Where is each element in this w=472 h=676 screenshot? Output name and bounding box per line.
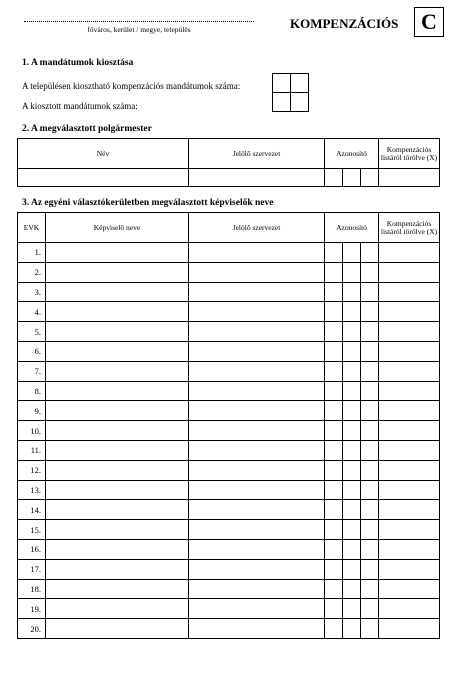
rep-id-cell[interactable] <box>343 322 361 342</box>
rep-org-cell[interactable] <box>189 381 325 401</box>
form-letter-badge: C <box>414 7 444 37</box>
rep-id-cell[interactable] <box>361 421 379 441</box>
table-row <box>18 539 440 559</box>
rep-id-cell[interactable] <box>343 520 361 540</box>
table-row <box>18 500 440 520</box>
evk-number-cell: 7. <box>18 361 46 381</box>
allocated-mandates-label: A kiosztott mandátumok száma: <box>22 101 138 111</box>
evk-header: EVK <box>18 213 46 243</box>
rep-id-cell[interactable] <box>361 262 379 282</box>
rep-id-cell[interactable] <box>343 421 361 441</box>
evk-number-cell: 10. <box>18 421 46 441</box>
rep-name-cell[interactable] <box>46 520 189 540</box>
rep-id-cell[interactable] <box>325 539 343 559</box>
rep-name-cell[interactable] <box>46 401 189 421</box>
rep-org-cell[interactable] <box>189 520 325 540</box>
table-row <box>18 341 440 361</box>
rep-org-cell[interactable] <box>189 302 325 322</box>
rep-id-cell[interactable] <box>325 559 343 579</box>
rep-id-cell[interactable] <box>325 302 343 322</box>
section1-title: 1. A mandátumok kiosztása <box>22 58 134 68</box>
table-row <box>18 421 440 441</box>
rep-id-cell[interactable] <box>325 322 343 342</box>
mayor-id-cell[interactable] <box>361 169 379 187</box>
rep-name-cell[interactable] <box>46 421 189 441</box>
mayor-org-cell[interactable] <box>189 169 325 187</box>
rep-id-cell[interactable] <box>361 243 379 263</box>
evk-number-cell: 5. <box>18 322 46 342</box>
rep-name-cell[interactable] <box>46 282 189 302</box>
form-title: KOMPENZÁCIÓS <box>290 16 399 31</box>
rep-deleted-cell[interactable] <box>379 302 440 322</box>
table-row <box>18 302 440 322</box>
table-row <box>18 262 440 282</box>
rep-id-cell[interactable] <box>325 599 343 619</box>
evk-number-cell: 18. <box>18 579 46 599</box>
rep-deleted-cell[interactable] <box>379 559 440 579</box>
evk-number-cell: 19. <box>18 599 46 619</box>
rep-id-cell[interactable] <box>361 579 379 599</box>
rep-id-cell[interactable] <box>343 539 361 559</box>
rep-deleted-header: Kompenzációs listáról törölve (X) <box>379 213 440 243</box>
rep-id-cell[interactable] <box>343 619 361 639</box>
rep-id-cell[interactable] <box>343 282 361 302</box>
rep-org-cell[interactable] <box>189 460 325 480</box>
evk-number-cell: 9. <box>18 401 46 421</box>
available-mandates-label: A településen kiosztható kompenzációs mandátumok száma: <box>22 81 241 91</box>
evk-number-cell: 11. <box>18 440 46 460</box>
rep-id-cell[interactable] <box>325 500 343 520</box>
available-mandates-digit-2[interactable] <box>290 73 309 93</box>
rep-id-cell[interactable] <box>343 579 361 599</box>
rep-id-cell[interactable] <box>343 243 361 263</box>
evk-number-cell: 17. <box>18 559 46 579</box>
rep-id-cell[interactable] <box>361 619 379 639</box>
table-row <box>18 243 440 263</box>
rep-org-header: Jelölő szervezet <box>189 213 325 243</box>
rep-org-cell[interactable] <box>189 282 325 302</box>
rep-org-cell[interactable] <box>189 401 325 421</box>
rep-id-cell[interactable] <box>361 322 379 342</box>
rep-id-cell[interactable] <box>361 520 379 540</box>
rep-id-cell[interactable] <box>343 599 361 619</box>
rep-id-cell[interactable] <box>325 282 343 302</box>
rep-deleted-cell[interactable] <box>379 579 440 599</box>
rep-id-cell[interactable] <box>343 381 361 401</box>
rep-id-cell[interactable] <box>361 559 379 579</box>
evk-number-cell: 3. <box>18 282 46 302</box>
rep-id-cell[interactable] <box>325 341 343 361</box>
rep-name-cell[interactable] <box>46 559 189 579</box>
rep-org-cell[interactable] <box>189 440 325 460</box>
allocated-mandates-digit-1[interactable] <box>272 92 291 112</box>
table-row <box>18 480 440 500</box>
rep-org-cell[interactable] <box>189 361 325 381</box>
section3-title: 3. Az egyéni választókerületben megválasztott képviselők neve <box>22 198 274 208</box>
rep-name-cell[interactable] <box>46 539 189 559</box>
table-row <box>18 282 440 302</box>
mayor-name-cell[interactable] <box>18 169 189 187</box>
rep-name-cell[interactable] <box>46 440 189 460</box>
rep-id-cell[interactable] <box>361 460 379 480</box>
rep-id-cell[interactable] <box>361 302 379 322</box>
rep-deleted-cell[interactable] <box>379 500 440 520</box>
rep-id-cell[interactable] <box>361 480 379 500</box>
rep-org-cell[interactable] <box>189 579 325 599</box>
rep-id-cell[interactable] <box>325 401 343 421</box>
evk-number-cell: 14. <box>18 500 46 520</box>
evk-number-cell: 12. <box>18 460 46 480</box>
rep-deleted-cell[interactable] <box>379 520 440 540</box>
rep-id-cell[interactable] <box>361 361 379 381</box>
rep-id-cell[interactable] <box>343 559 361 579</box>
rep-id-header: Azonosító <box>325 213 379 243</box>
rep-org-cell[interactable] <box>189 500 325 520</box>
rep-id-cell[interactable] <box>361 282 379 302</box>
evk-number-cell: 15. <box>18 520 46 540</box>
rep-name-cell[interactable] <box>46 599 189 619</box>
rep-org-cell[interactable] <box>189 243 325 263</box>
mayor-deleted-cell[interactable] <box>379 169 440 187</box>
rep-id-cell[interactable] <box>343 440 361 460</box>
rep-id-cell[interactable] <box>325 361 343 381</box>
rep-name-cell[interactable] <box>46 381 189 401</box>
evk-number-cell: 1. <box>18 243 46 263</box>
rep-id-cell[interactable] <box>343 341 361 361</box>
rep-id-cell[interactable] <box>361 440 379 460</box>
rep-org-cell[interactable] <box>189 421 325 441</box>
rep-deleted-cell[interactable] <box>379 440 440 460</box>
rep-deleted-cell[interactable] <box>379 282 440 302</box>
location-fill-line[interactable] <box>24 20 254 22</box>
rep-id-cell[interactable] <box>361 341 379 361</box>
allocated-mandates-digit-2[interactable] <box>290 92 309 112</box>
evk-number-cell: 13. <box>18 480 46 500</box>
evk-number-cell: 20. <box>18 619 46 639</box>
rep-id-cell[interactable] <box>361 599 379 619</box>
mayor-id-header: Azonosító <box>325 139 379 169</box>
rep-name-cell[interactable] <box>46 460 189 480</box>
table-row <box>18 520 440 540</box>
rep-name-cell[interactable] <box>46 579 189 599</box>
rep-id-cell[interactable] <box>343 500 361 520</box>
section2-title: 2. A megválasztott polgármester <box>22 124 152 134</box>
rep-id-cell[interactable] <box>361 401 379 421</box>
rep-id-cell[interactable] <box>325 480 343 500</box>
rep-name-cell[interactable] <box>46 500 189 520</box>
table-row <box>18 440 440 460</box>
rep-id-cell[interactable] <box>325 619 343 639</box>
rep-id-cell[interactable] <box>325 381 343 401</box>
rep-name-cell[interactable] <box>46 262 189 282</box>
rep-id-cell[interactable] <box>343 401 361 421</box>
rep-id-cell[interactable] <box>343 480 361 500</box>
rep-id-cell[interactable] <box>325 421 343 441</box>
rep-id-cell[interactable] <box>343 460 361 480</box>
rep-id-cell[interactable] <box>325 243 343 263</box>
rep-name-cell[interactable] <box>46 322 189 342</box>
table-row <box>18 460 440 480</box>
rep-deleted-cell[interactable] <box>379 401 440 421</box>
rep-id-cell[interactable] <box>325 520 343 540</box>
rep-deleted-cell[interactable] <box>379 619 440 639</box>
evk-number-cell: 6. <box>18 341 46 361</box>
rep-deleted-cell[interactable] <box>379 460 440 480</box>
rep-id-cell[interactable] <box>343 262 361 282</box>
evk-number-cell: 4. <box>18 302 46 322</box>
evk-number-cell: 16. <box>18 539 46 559</box>
rep-id-cell[interactable] <box>325 460 343 480</box>
mayor-deleted-header: Kompenzációs listáról törölve (X) <box>379 139 440 169</box>
rep-deleted-cell[interactable] <box>379 322 440 342</box>
rep-id-cell[interactable] <box>361 539 379 559</box>
rep-org-cell[interactable] <box>189 322 325 342</box>
evk-number-cell: 2. <box>18 262 46 282</box>
rep-deleted-cell[interactable] <box>379 381 440 401</box>
representatives-table <box>17 212 440 639</box>
table-row <box>18 401 440 421</box>
mayor-org-header: Jelölő szervezet <box>189 139 325 169</box>
rep-id-cell[interactable] <box>325 440 343 460</box>
rep-name-cell[interactable] <box>46 341 189 361</box>
rep-org-cell[interactable] <box>189 262 325 282</box>
rep-id-cell[interactable] <box>325 262 343 282</box>
rep-name-header: Képviselő neve <box>46 213 189 243</box>
mayor-id-cell[interactable] <box>343 169 361 187</box>
rep-org-cell[interactable] <box>189 480 325 500</box>
mayor-name-header: Név <box>18 139 189 169</box>
table-row <box>18 559 440 579</box>
rep-deleted-cell[interactable] <box>379 243 440 263</box>
table-row <box>18 579 440 599</box>
rep-name-cell[interactable] <box>46 480 189 500</box>
rep-name-cell[interactable] <box>46 243 189 263</box>
table-row <box>18 361 440 381</box>
rep-name-cell[interactable] <box>46 302 189 322</box>
rep-id-cell[interactable] <box>343 361 361 381</box>
rep-deleted-cell[interactable] <box>379 539 440 559</box>
rep-org-cell[interactable] <box>189 559 325 579</box>
rep-name-cell[interactable] <box>46 619 189 639</box>
rep-id-cell[interactable] <box>343 302 361 322</box>
rep-id-cell[interactable] <box>361 381 379 401</box>
rep-deleted-cell[interactable] <box>379 421 440 441</box>
rep-id-cell[interactable] <box>361 500 379 520</box>
rep-org-cell[interactable] <box>189 619 325 639</box>
evk-number-cell: 8. <box>18 381 46 401</box>
table-row <box>18 322 440 342</box>
rep-org-cell[interactable] <box>189 539 325 559</box>
location-caption: főváros, kerület / megye, település <box>87 25 191 34</box>
rep-org-cell[interactable] <box>189 599 325 619</box>
rep-id-cell[interactable] <box>325 579 343 599</box>
table-row <box>18 599 440 619</box>
rep-deleted-cell[interactable] <box>379 361 440 381</box>
rep-deleted-cell[interactable] <box>379 599 440 619</box>
mayor-table <box>17 138 440 187</box>
rep-deleted-cell[interactable] <box>379 480 440 500</box>
rep-name-cell[interactable] <box>46 361 189 381</box>
rep-deleted-cell[interactable] <box>379 341 440 361</box>
rep-org-cell[interactable] <box>189 341 325 361</box>
table-row <box>18 381 440 401</box>
available-mandates-digit-1[interactable] <box>272 73 291 93</box>
rep-deleted-cell[interactable] <box>379 262 440 282</box>
table-row <box>18 619 440 639</box>
mayor-id-cell[interactable] <box>325 169 343 187</box>
